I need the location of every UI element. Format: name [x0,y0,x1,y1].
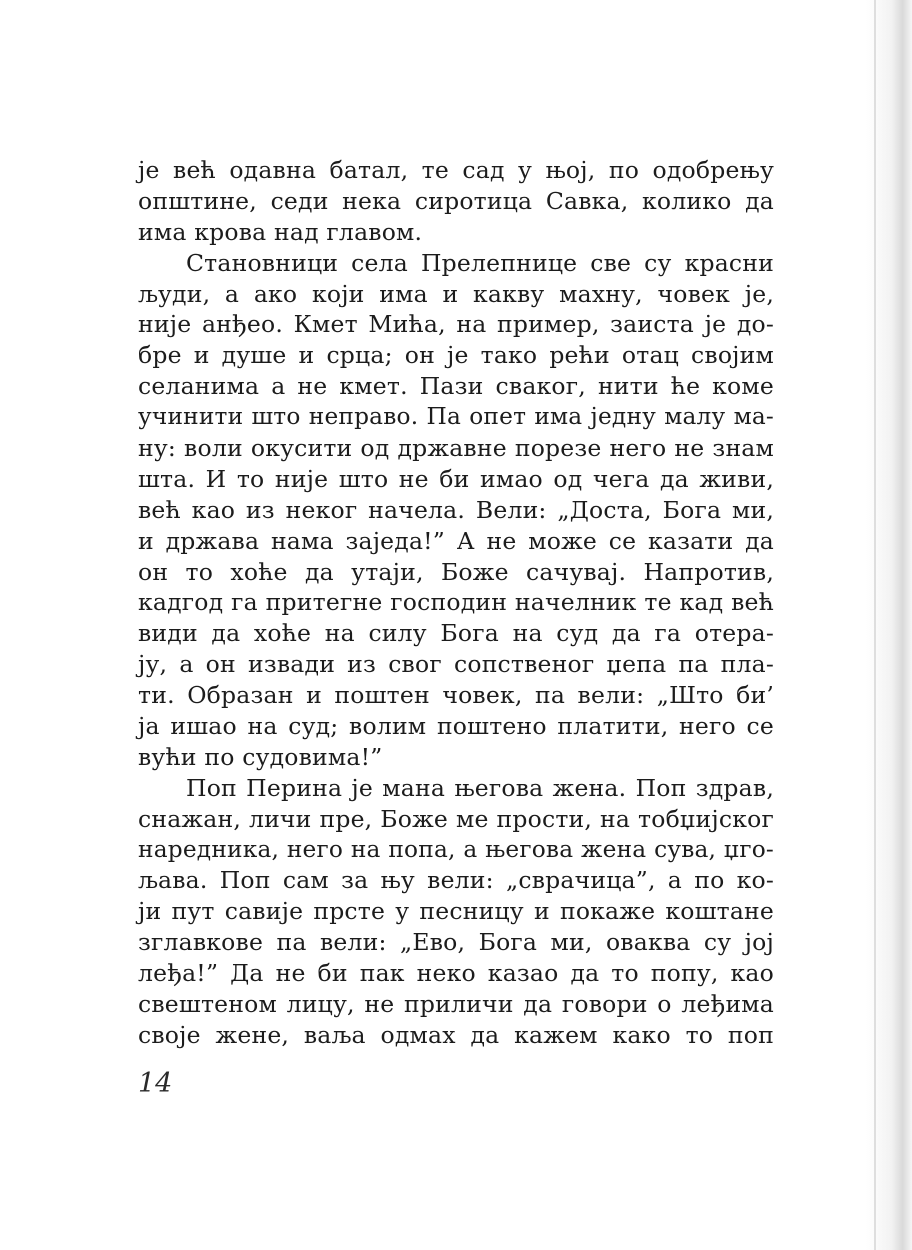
page-edge-line [874,0,876,1250]
text-line: он то хоће да утаји, Боже сачувај. Напротив, [138,557,774,586]
text-line: кадгод га притегне господин начелник те кад већ [138,588,774,617]
text-line: ји пут савије прсте у песницу и покаже коштане [138,897,774,926]
text-line: и држава нама заједа!” А не може се казати да [138,526,774,555]
text-line: наредника, него на попа, а његова жена сува, џго- [138,835,774,863]
text-line: вући по судовима!” [138,742,383,771]
page-edge-shadow [866,0,912,1250]
text-line: ну: воли окусити од државне порезе него не знам [138,434,774,463]
body-text [138,155,774,1051]
text-line: Поп Перина је мана његова жена. Поп здрав, [186,773,774,802]
text-line: леђа!” Да не би пак неко казао да то попу, као [138,959,774,988]
text-line: већ као из неког начела. Вели: „Доста, Бога ми, [138,495,774,524]
text-line: није анђео. Кмет Мића, на пример, заиста је до- [138,310,774,339]
text-line: зглавкове па вели: „Ево, Бога ми, оваква су јој [138,928,774,957]
text-line: шта. И то није што не би имао од чега да живи, [138,464,774,493]
text-line: људи, а ако који има и какву махну, човек је, [138,279,774,308]
text-line: види да хоће на силу Бога на суд да га отера- [138,619,774,648]
text-line: своје жене, ваља одмах да кажем како то поп [138,1020,774,1049]
text-line: Становници села Прелепнице све су красни [186,248,774,277]
text-line: свештеном лицу, не приличи да говори о леђима [138,990,774,1019]
text-line: бре и душе и срца; он је тако рећи отац својим [138,341,774,370]
text-line: селанима а не кмет. Пази сваког, нити ће коме [138,372,774,401]
text-line: ти. Образан и поштен човек, па вели: „Што би’ [138,681,774,710]
text-line: општине, седи нека сиротица Савка, колико да [138,186,774,215]
text-line: снажан, личи пре, Боже ме прости, на тобџијског [138,804,774,833]
text-line: учинити што неправо. Па опет има једну малу ма- [138,403,774,431]
text-line: ју, а он извади из свог сопственог џепа па пла- [138,650,774,679]
text-line: има крова над главом. [138,217,423,246]
page-number: 14 [138,1068,173,1099]
text-line: љава. Поп сам за њу вели: „сврачица”, а по ко- [138,866,774,895]
text-line: ја ишао на суд; волим поштено платити, него се [138,712,774,741]
text-line: је већ одавна батал, те сад у њој, по одобрењу [138,156,774,184]
